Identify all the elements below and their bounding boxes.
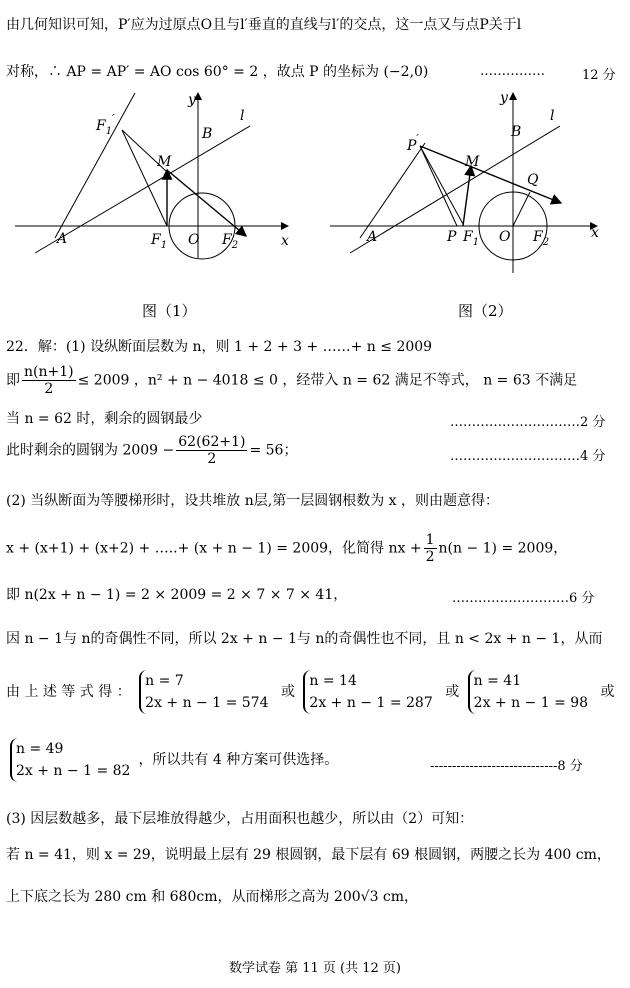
q22-line-5: (2) 当纵断面为等腰梯形时，设共堆放 n层,第一层圆钢根数为 x ，则由题意得：: [6, 493, 499, 509]
label-l: l: [240, 108, 245, 124]
label-l: l: [550, 108, 555, 124]
label-O: O: [499, 229, 511, 245]
q22-line-7: 即 n(2x + n − 1) = 2 × 2009 = 2 × 7 × 7 × 41，: [6, 587, 348, 603]
score-12: 12 分: [582, 68, 616, 83]
label-B: B: [202, 126, 213, 142]
q22-line-2: 即 $\frac{n(n+1)}{2}$ ≤ 2009 ，n² + n − 4018 ≤ 0 ，经带入 n = 62 满足不等式， n = 63 不满足: [6, 364, 578, 397]
segment-Pprime-Q: [420, 146, 561, 203]
label-F2: $F_2$: [533, 229, 550, 248]
line-AP-prime: [360, 143, 425, 238]
system-1: n = 7 2x + n − 1 = 574: [139, 670, 272, 714]
label-y: y: [188, 92, 196, 108]
score-8: -----------------------------8 分: [430, 759, 583, 774]
figure-1: [10, 88, 310, 303]
segment-F1-M: [463, 166, 471, 226]
figure-2: [325, 88, 620, 303]
label-y: y: [500, 90, 508, 106]
label-M: M: [465, 154, 480, 170]
q22-line-11: (3) 因层数越多，最下层堆放得越少，占用面积也越少，所以由（2）可知：: [6, 811, 474, 827]
q22-line-10: n = 49 2x + n − 1 = 82 ，所以共有 4 种方案可供选择。: [6, 738, 338, 782]
score-4: …………………………4 分: [450, 449, 606, 464]
segment-O-Q: [513, 192, 530, 226]
system-3: n = 41 2x + n − 1 = 98: [468, 670, 592, 714]
label-A: A: [367, 229, 378, 245]
line-AF1prime: [55, 93, 135, 238]
fraction-n-n-plus-1: $\frac{n(n+1)}{2}$: [24, 364, 74, 397]
q22-line-3: 当 n = 62 时，剩余的圆钢最少: [6, 411, 203, 427]
figure-1-caption: 图（1）: [142, 302, 197, 320]
q22-line-6: x + (x+1) + (x+2) + …..+ (x + n − 1) = 2009，化简得 nx + $\frac{1}{2}$ n(n − 1) = 2009，: [6, 532, 568, 565]
figure-2-caption: 图（2）: [458, 302, 513, 320]
label-Pprime: P′: [407, 132, 419, 154]
score-2: …………………………2 分: [450, 415, 606, 430]
q22-line-4: 此时剩余的圆钢为 2009 − $\frac{62(62+1)}{2}$ = 56；: [6, 434, 298, 467]
label-x: x: [591, 225, 599, 241]
segment-Pprime-F1: [420, 146, 463, 224]
fraction-half: $\frac{1}{2}$: [425, 532, 435, 565]
label-x: x: [281, 233, 289, 249]
score-dots-12: ……………: [480, 64, 545, 79]
label-F1prime: $F_1'$: [96, 112, 115, 137]
q22-line-13: 上下底之长为 280 cm 和 680cm，从而梯形之高为 200√3 cm，: [6, 889, 419, 905]
q22-line-1: 22．解：(1) 设纵断面层数为 n，则 1 + 2 + 3 + ……+ n ≤ 2009: [6, 339, 433, 355]
system-2: n = 14 2x + n − 1 = 287: [303, 670, 436, 714]
line-l: [35, 126, 250, 253]
label-P: P: [447, 229, 457, 245]
q22-line-12: 若 n = 41，则 x = 29，说明最上层有 29 根圆钢，最下层有 69 根圆钢，两腰之长为 400 cm，: [6, 847, 611, 863]
label-F2: $F_2$: [222, 232, 239, 251]
system-4: n = 49 2x + n − 1 = 82: [10, 738, 134, 782]
label-F1: $F_1$: [151, 232, 168, 251]
intro-line-2: 对称，∴ AP = AP′ = AO cos 60° = 2 ，故点 P 的坐标为 (−2,0): [6, 64, 429, 80]
label-M: M: [157, 154, 172, 170]
q22-line-8: 因 n − 1与 n的奇偶性不同，所以 2x + n − 1与 n的奇偶性也不同，且 n < 2x + n − 1，从而: [6, 631, 603, 647]
label-A: A: [57, 231, 68, 247]
segment-F1prime-F1: [122, 130, 167, 226]
label-F1: $F_1$: [463, 229, 480, 248]
intro-line-1: 由几何知识可知，P′应为过原点O且与l′垂直的直线与l′的交点，这一点又与点P关于l: [6, 17, 522, 33]
label-Q: Q: [527, 172, 539, 188]
label-B: B: [511, 124, 522, 140]
fraction-62: $\frac{62(62+1)}{2}$: [178, 434, 246, 467]
label-O: O: [188, 232, 200, 248]
page-footer: 数学试卷 第 11 页 (共 12 页): [228, 961, 402, 976]
q22-line-9: 由 上 述 等 式 得 ： n = 7 2x + n − 1 = 574 或 n = 14 2x + n − 1 = 287 或 n = 41 2x + n − 1 = 98 或: [6, 670, 615, 714]
score-6: ………………………6 分: [452, 591, 595, 606]
